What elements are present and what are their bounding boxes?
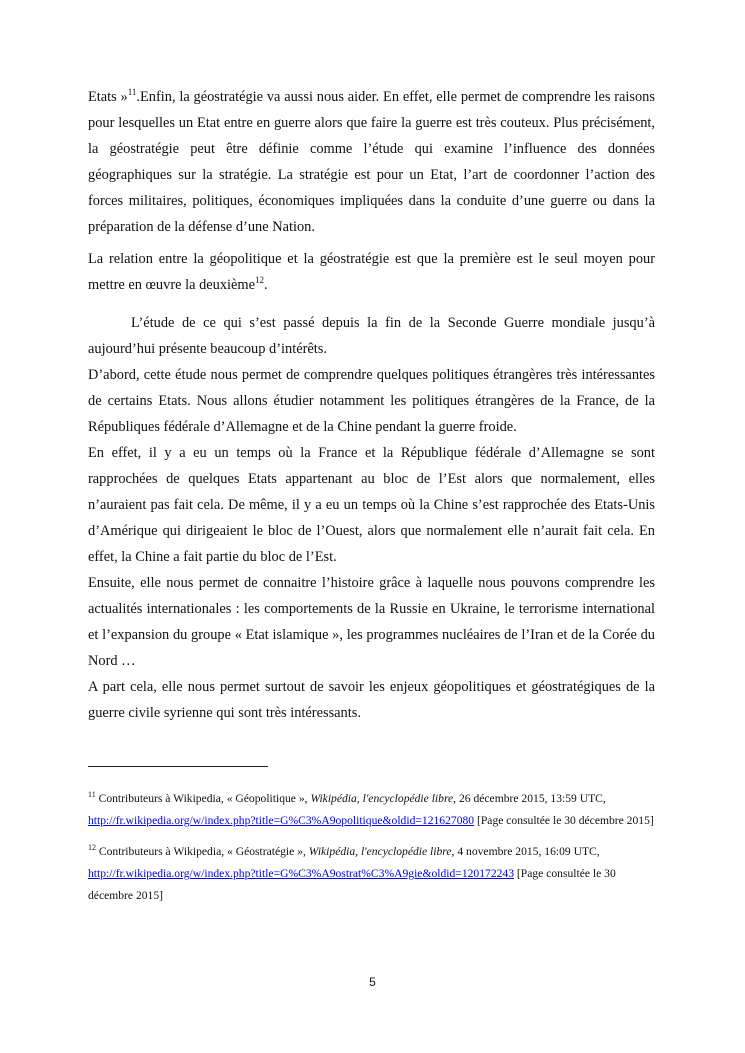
footnote-11: $^{11}$ Contributeurs à Wikipedia, « Géopolitique », Wikipédia, l'encyclopédie libre, 26 décembre 2015, 13:59 UTC, http://fr.wikipedia.org/w/index.php?title=G%C3%A9opolitique&oldid=121627080 [Page consultée le 30 décembre 2015] [88,790,654,827]
paragraph-2: La relation entre la géopolitique et la géostratégie est que la première est le seul moyen pour mettre en œuvre la deuxième$^{12}$. [88,251,655,293]
paragraph-5: En effet, il y a eu un temps où la France et la République fédérale d’Allemagne se sont rapprochées de quelques Etats appartenant au bloc de l’Est alors que normalement, elles n’auraient pas fait cela. De même, il y a eu un temps où la Chine s’est rapprochée des Etats-Unis d’Amérique qui dirigeaient le bloc de l’Ouest, alors que normalement elle n’aurait fait cela. En effet, la Chine a fait partie du bloc de l’Est. [88,445,655,565]
footnotes [88,788,655,907]
paragraph-4: D’abord, cette étude nous permet de comprendre quelques politiques étrangères très intéressantes de certains Etats. Nous allons étudier notamment les politiques étrangères de la France, de la Républiques fédérale d’Allemagne et de la Chine pendant la guerre froide. [88,367,655,435]
body-text [88,84,655,726]
page-number: 5 [369,975,376,989]
footnote-11-link[interactable]: http://fr.wikipedia.org/w/index.php?title=G%C3%A9opolitique&oldid=121627080 [88,814,475,827]
footnote-separator [88,766,268,767]
footnote-12: $^{12}$ Contributeurs à Wikipedia, « Géostratégie », Wikipédia, l'encyclopédie libre, 4 novembre 2015, 16:09 UTC, http://fr.wikipedia.org/w/index.php?title=G%C3%A9ostrat%C3%A9gie&oldid=120172243 [Page consultée le 30 décembre 2015] [88,843,616,902]
paragraph-7: A part cela, elle nous permet surtout de savoir les enjeux géopolitiques et géostratégiques de la guerre civile syrienne qui sont très intéressants. [88,679,655,721]
paragraph-6: Ensuite, elle nous permet de connaitre l’histoire grâce à laquelle nous pouvons comprendre les actualités internationales : les comportements de la Russie en Ukraine, le terrorisme international et l’expansion du groupe « Etat islamique », les programmes nucléaires de l’Iran et de la Corée du Nord … [88,575,655,669]
footnote-ref-11[interactable]: 11 [127,87,137,98]
paragraph-3: L’étude de ce qui s’est passé depuis la fin de la Seconde Guerre mondiale jusqu’à aujourd’hui présente beaucoup d’intérêts. [88,315,655,357]
footnote-12-link[interactable]: http://fr.wikipedia.org/w/index.php?title=G%C3%A9ostrat%C3%A9gie&oldid=120172243 [88,867,515,880]
footnote-ref-12[interactable]: 12 [255,275,265,286]
paragraph-1: Etats »$^{11}$.Enfin, la géostratégie va aussi nous aider. En effet, elle permet de comprendre les raisons pour lesquelles un Etat entre en guerre alors que faire la guerre est très couteux. Plus précisément, la géostratégie peut être définie comme l’étude qui examine l’influence des données géographiques sur la stratégie. La stratégie est pour un Etat, l’art de coordonner l’action des forces militaires, politiques, économiques impliquées dans la conduite d’une guerre ou dans la préparation de la défense d’une Nation. [88,87,655,235]
